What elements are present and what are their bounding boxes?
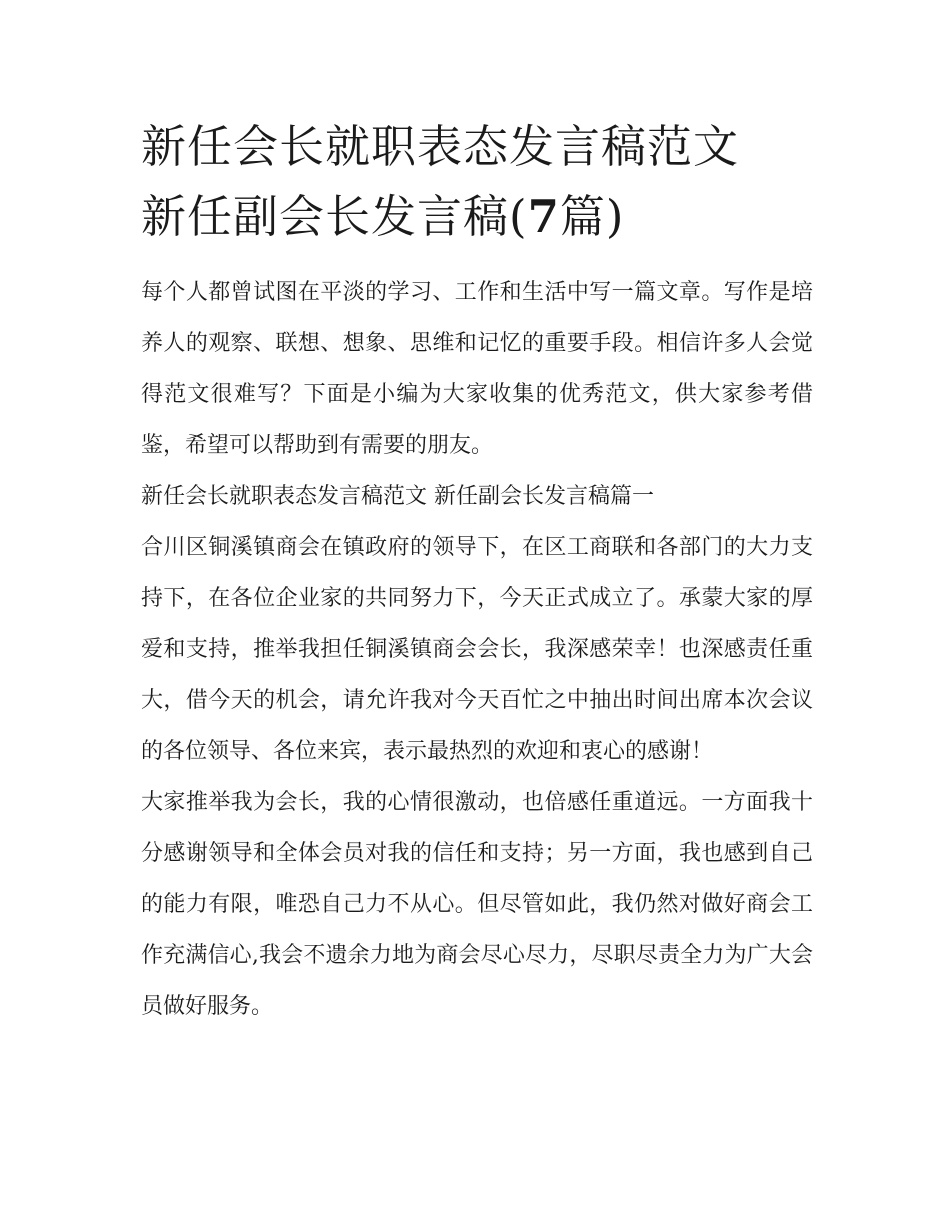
intro-paragraph: 每个人都曾试图在平淡的学习、工作和生活中写一篇文章。写作是培养人的观察、联想、想象、思维和记忆的重要手段。相信许多人会觉得范文很难写？下面是小编为大家收集的优秀范文，供大家参考借鉴，希望可以帮助到有需要的朋友。 bbox=[141, 280, 813, 458]
title-line-2-prefix: 新任副会长发言稿( bbox=[141, 190, 528, 243]
title-line-2 bbox=[141, 182, 813, 252]
title-line-2-number: 7 bbox=[527, 190, 560, 243]
body-paragraph-2: 大家推举我为会长，我的心情很激动，也倍感任重道远。一方面我十分感谢领导和全体会员对我的信任和支持；另一方面，我也感到自己的能力有限，唯恐自己力不从心。但尽管如此，我仍然对做好商会工作充满信心,我会不遗余力地为商会尽心尽力，尽职尽责全力为广大会员做好服务。 bbox=[141, 790, 813, 1019]
body-paragraph-1: 合川区铜溪镇商会在镇政府的领导下，在区工商联和各部门的大力支持下，在各位企业家的共同努力下，今天正式成立了。承蒙大家的厚爱和支持，推举我担任铜溪镇商会会长，我深感荣幸！也深感责任重大，借今天的机会，请允许我对今天百忙之中抽出时间出席本次会议的各位领导、各位来宾，表示最热烈的欢迎和衷心的感谢！ bbox=[141, 535, 813, 764]
title-line-1: 新任会长就职表态发言稿范文 bbox=[141, 120, 740, 173]
document-body bbox=[141, 267, 813, 1032]
title-line-2-suffix: 篇) bbox=[559, 190, 625, 243]
document-title bbox=[141, 112, 813, 252]
document-page bbox=[141, 112, 813, 1032]
section-heading: 新任会长就职表态发言稿范文 新任副会长发言稿篇一 bbox=[141, 484, 654, 509]
